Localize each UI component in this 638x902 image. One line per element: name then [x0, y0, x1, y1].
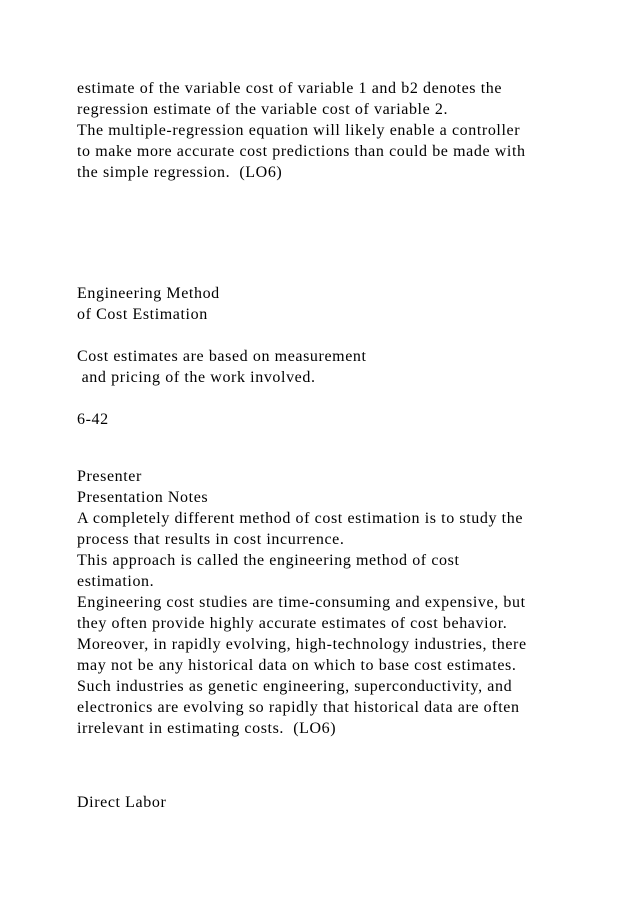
text-line: Engineering cost studies are time-consuming and expensive, but — [77, 594, 526, 611]
slide-heading: Direct Labor — [77, 794, 167, 811]
text-line: to make more accurate cost predictions than could be made with — [77, 143, 526, 160]
text-line: Such industries as genetic engineering, superconductivity, and — [77, 678, 513, 695]
text-line: A completely different method of cost estimation is to study the — [77, 510, 524, 527]
text-line: process that results in cost incurrence. — [77, 531, 345, 548]
text-line: Moreover, in rapidly evolving, high-technology industries, there — [77, 636, 527, 653]
text-line: and pricing of the work involved. — [77, 369, 316, 386]
text-line: electronics are evolving so rapidly that historical data are often — [77, 699, 520, 716]
text-line: This approach is called the engineering method of cost — [77, 552, 460, 569]
text-line: irrelevant in estimating costs. (LO6) — [77, 720, 337, 737]
text-line: estimation. — [77, 573, 155, 590]
text-line: The multiple-regression equation will likely enable a controller — [77, 122, 521, 139]
text-line: the simple regression. (LO6) — [77, 164, 283, 181]
text-line: they often provide highly accurate estimates of cost behavior. — [77, 615, 508, 632]
text-line: regression estimate of the variable cost of variable 2. — [77, 101, 449, 118]
text-line: may not be any historical data on which to base cost estimates. — [77, 657, 517, 674]
text-line: estimate of the variable cost of variable 1 and b2 denotes the — [77, 80, 503, 97]
text-line: Cost estimates are based on measurement — [77, 348, 367, 365]
slide-number: 6-42 — [77, 411, 109, 428]
text-line: Presentation Notes — [77, 489, 209, 506]
slide-heading: of Cost Estimation — [77, 306, 208, 323]
text-line: Presenter — [77, 468, 142, 485]
slide-heading: Engineering Method — [77, 285, 220, 302]
